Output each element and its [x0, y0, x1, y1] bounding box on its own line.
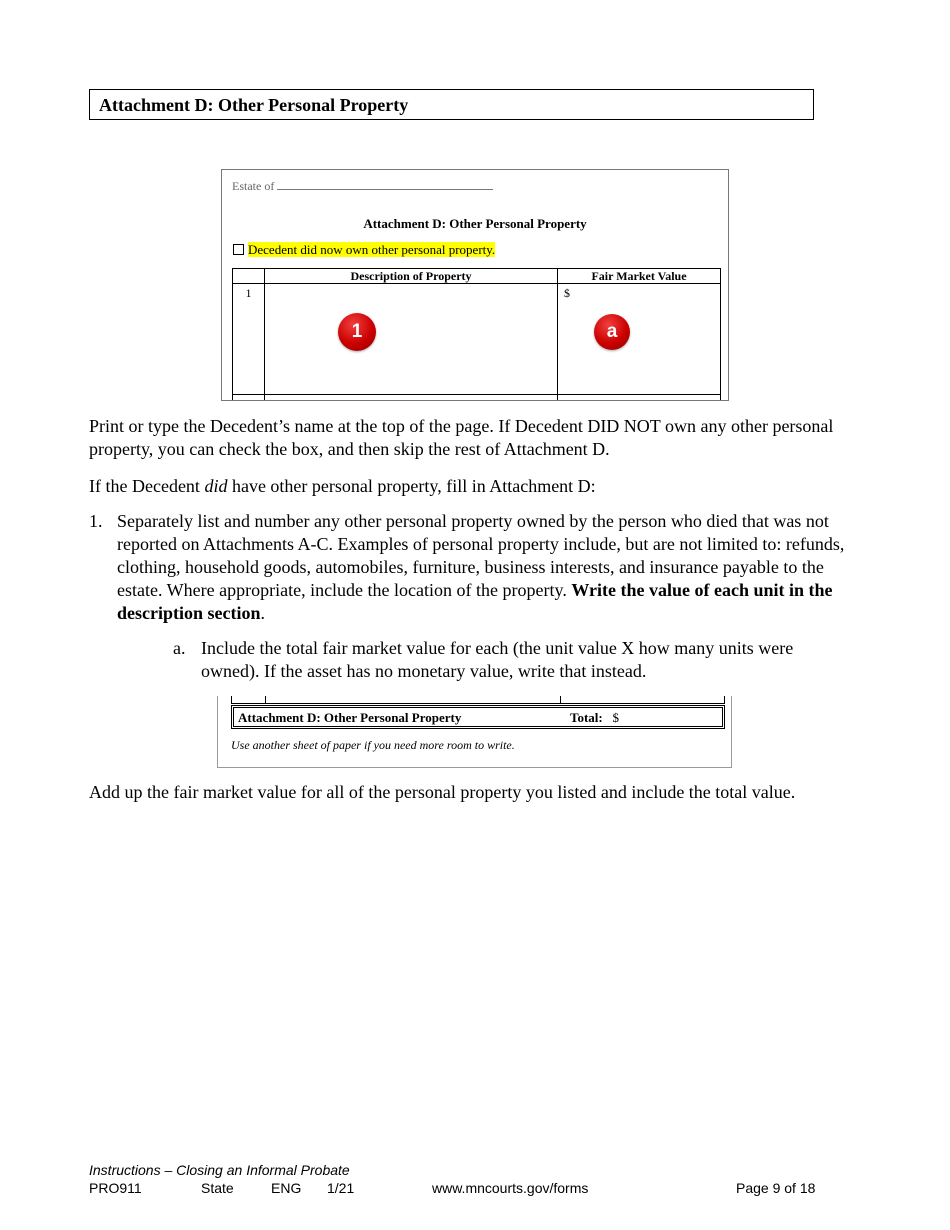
total-excerpt [217, 696, 732, 768]
step-1-bold: Write the value of each unit in the description section [117, 580, 833, 623]
extra-sheet-note: Use another sheet of paper if you need more room to write. [231, 738, 515, 752]
section-header: Attachment D: Other Personal Property [89, 89, 814, 120]
total-box [231, 705, 725, 729]
step-1a-letter: a. [173, 638, 186, 658]
table-row [233, 395, 721, 402]
property-table [232, 268, 721, 401]
no-property-checkbox [233, 244, 244, 255]
col-number [233, 269, 265, 284]
step-1-number: 1. [89, 511, 103, 531]
no-property-checkbox-row [233, 242, 495, 258]
step-1-text: Separately list and number any other personal property owned by the person who died that was not reported on Attachments A-C. Examples of personal property include, but are not limited to: refunds, clothing, household goods, automobiles, furniture, business interests, and insurance payable to the estate. Where appropriate, include the location of the property. Write the value of each unit in the description section. [117, 511, 845, 623]
table-bottom-edge [231, 696, 725, 704]
col-description: Description of Property [265, 269, 558, 284]
intro-paragraph: Print or type the Decedent’s name at the top of the page. If Decedent DID NOT own any other personal property, you can check the box, and then skip the rest of Attachment D. [89, 416, 834, 459]
row-number: 1 [233, 284, 265, 395]
footer-revision: 1/21 [327, 1180, 355, 1196]
description-cell [265, 284, 558, 395]
total-label: Total: $ [570, 710, 619, 725]
form-title: Attachment D: Other Personal Property [363, 216, 587, 231]
table-row [233, 284, 721, 395]
total-currency: $ [612, 710, 619, 725]
callout-badge-1: 1 [338, 313, 376, 351]
value-cell [558, 284, 721, 395]
step-1a-text: Include the total fair market value for each (the unit value X how many units were owned). If the asset has no monetary value, write that instead. [201, 638, 794, 681]
col-value: Fair Market Value [558, 269, 721, 284]
currency-symbol: $ [564, 286, 570, 300]
closing-paragraph: Add up the fair market value for all of the personal property you listed and include the total value. [89, 782, 796, 802]
footer-form-code: PRO911 [89, 1180, 142, 1196]
footer-title: Instructions – Closing an Informal Probate [89, 1162, 350, 1178]
no-property-checkbox-label: Decedent did now own other personal property. [248, 242, 496, 257]
did-paragraph: If the Decedent did have other personal property, fill in Attachment D: [89, 476, 596, 496]
form-excerpt [221, 169, 729, 401]
estate-of-line [232, 178, 493, 194]
estate-name-blank [277, 178, 493, 190]
did-emphasis: did [204, 476, 228, 496]
estate-label: Estate of [232, 179, 275, 193]
footer-page-number: Page 9 of 18 [736, 1180, 816, 1196]
property-table-header [233, 269, 721, 284]
total-box-label: Attachment D: Other Personal Property [238, 710, 462, 725]
footer-jurisdiction: State [201, 1180, 234, 1196]
callout-badge-a: a [594, 314, 630, 350]
footer-language: ENG [271, 1180, 302, 1196]
footer-website: www.mncourts.gov/forms [432, 1180, 589, 1196]
